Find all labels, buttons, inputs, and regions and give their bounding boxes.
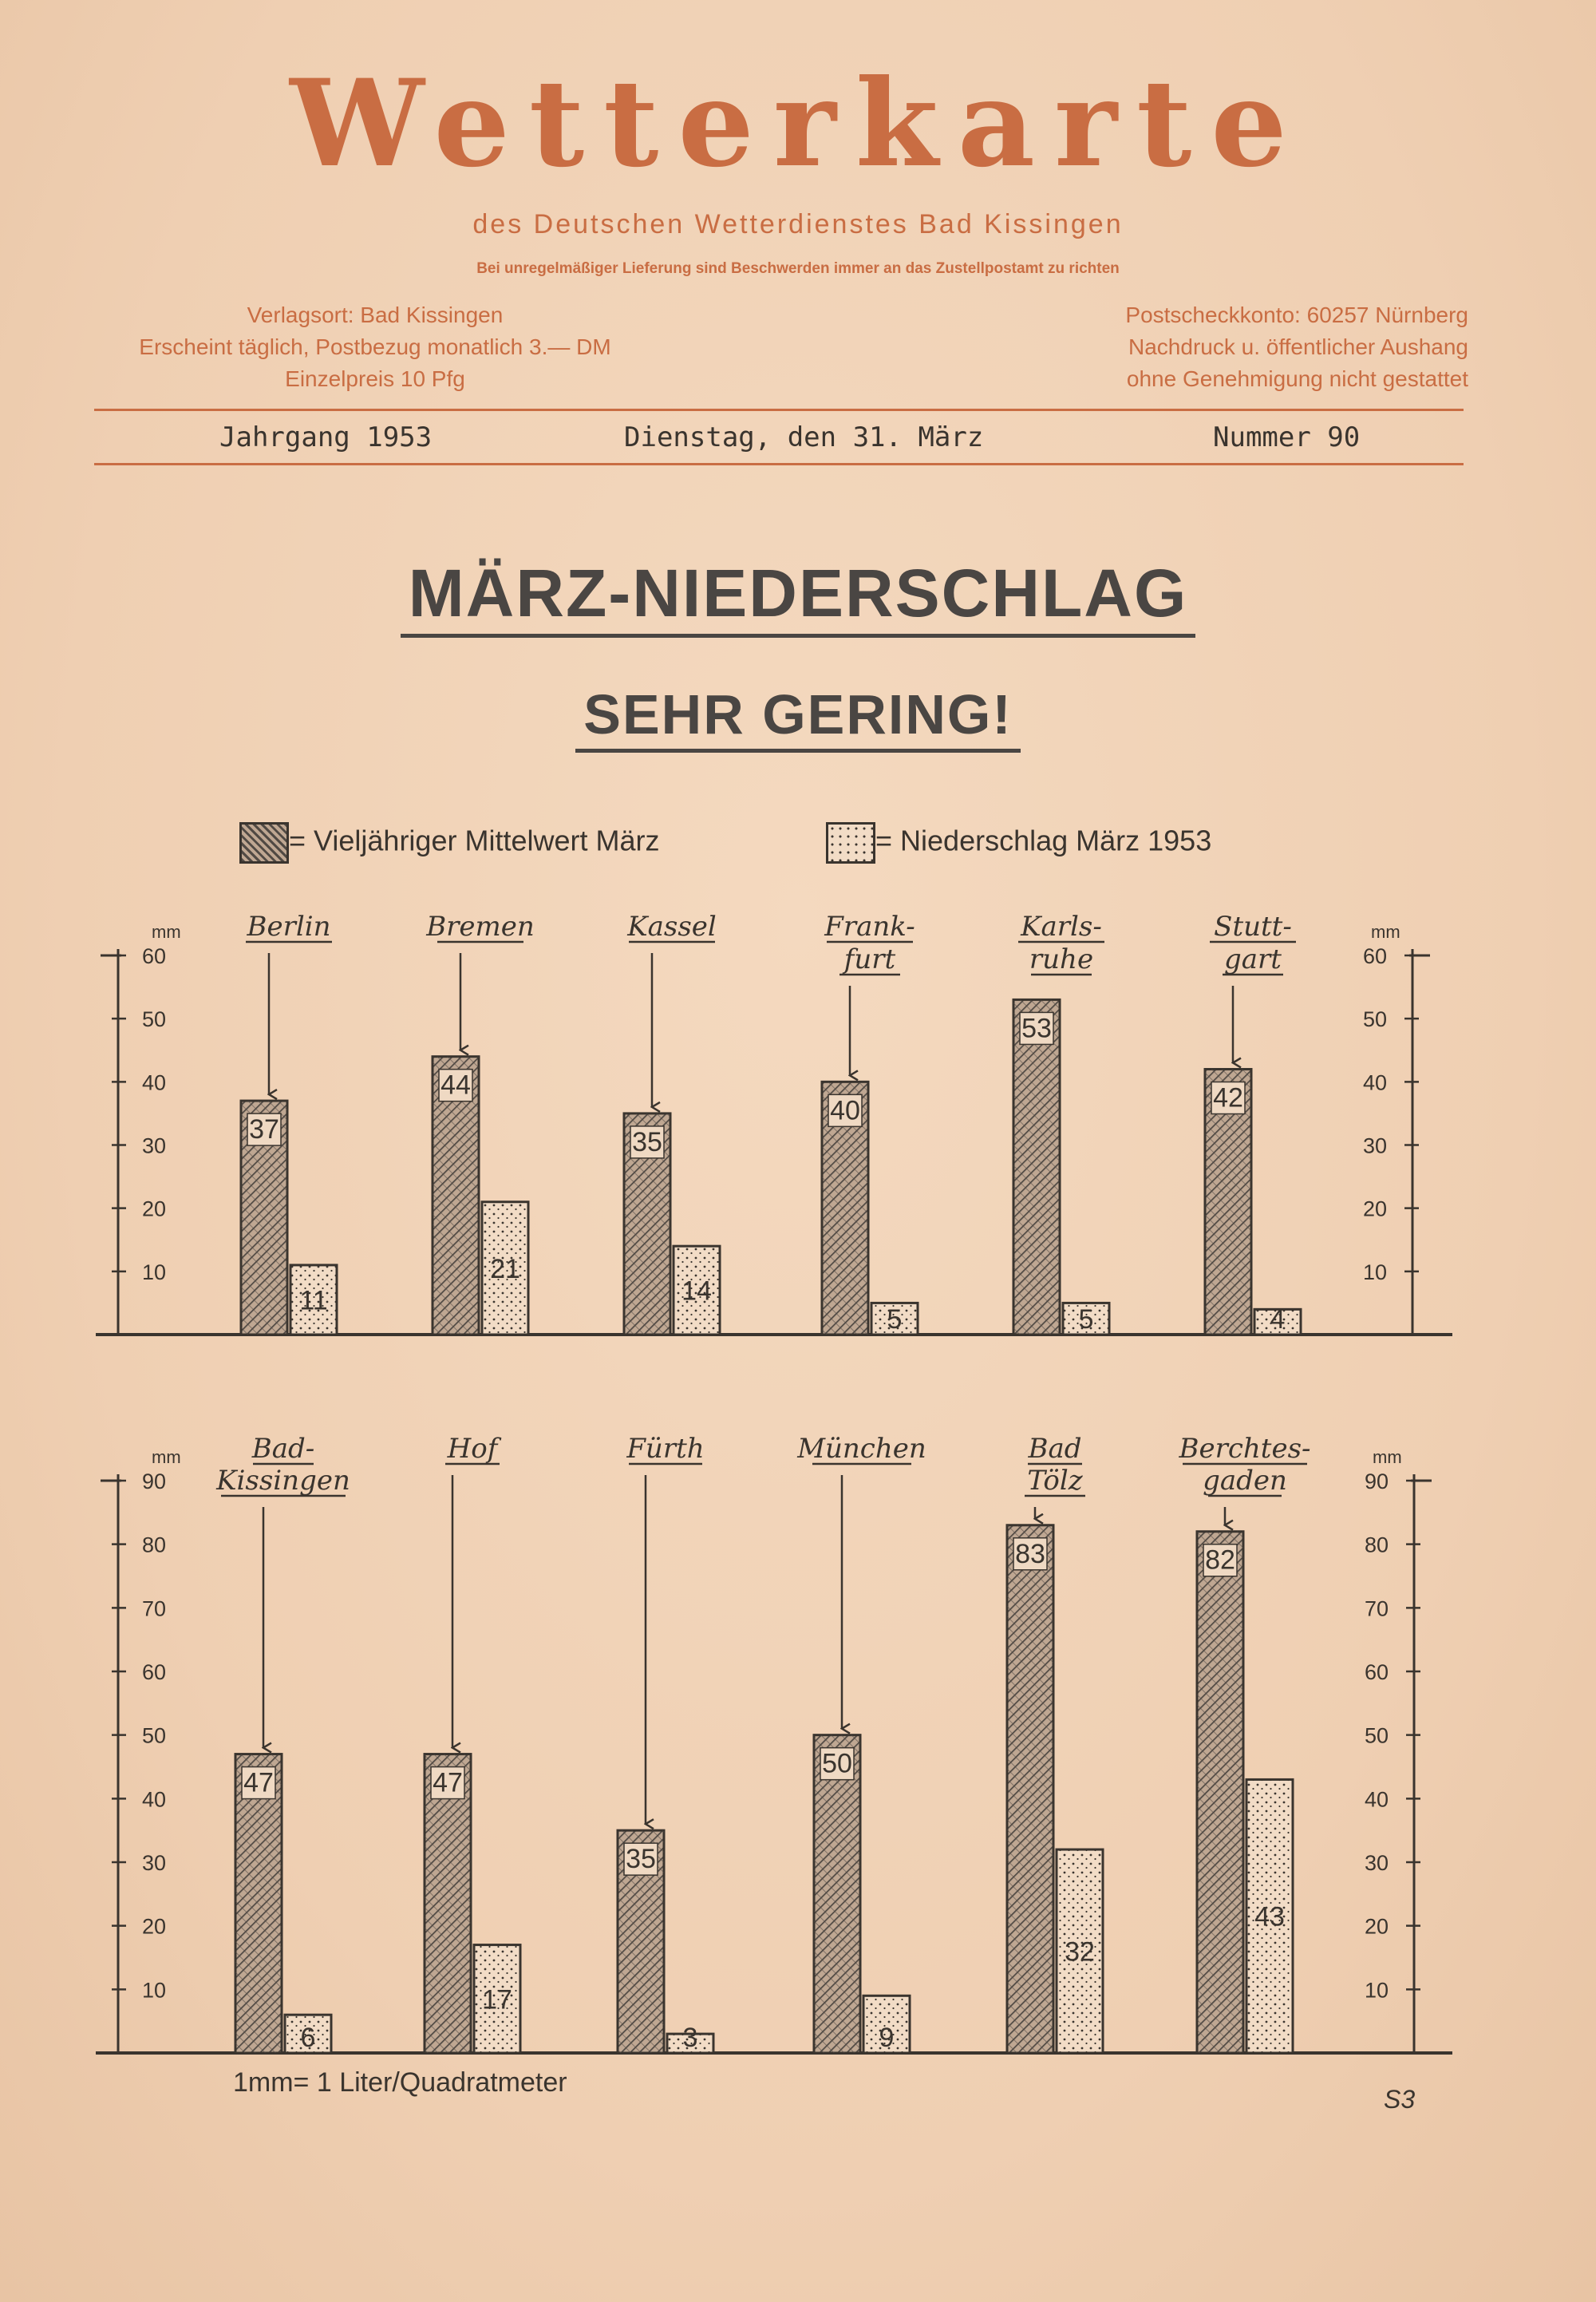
y-tick-label-right: 30	[1363, 1133, 1388, 1158]
bar-1953-value: 6	[300, 2023, 316, 2053]
y-tick-label-right: 40	[1365, 1787, 1389, 1812]
y-tick-label-right: 60	[1365, 1660, 1389, 1684]
city-label: Bad	[1028, 1433, 1082, 1465]
headline-text: SEHR GERING!	[575, 683, 1020, 753]
y-tick-label-left: 50	[142, 1723, 167, 1748]
y-tick-label-right: 20	[1363, 1196, 1388, 1221]
issue-number: Nummer 90	[1213, 421, 1361, 453]
city-label: Kissingen	[216, 1465, 350, 1497]
bar-mean-crosshatch	[1197, 1532, 1243, 2053]
bar-mean-value: 40	[830, 1095, 860, 1126]
bar-1953-value: 5	[887, 1304, 903, 1335]
city-label: gart	[1224, 943, 1282, 975]
y-tick-label-left: 50	[142, 1007, 167, 1032]
y-tick-label-left: 30	[142, 1133, 167, 1158]
issue-date: Dienstag, den 31. März	[624, 421, 984, 453]
city-label: Fürth	[626, 1433, 705, 1465]
city-label: Bremen	[426, 911, 535, 943]
y-tick-label-right: 10	[1363, 1260, 1388, 1284]
y-tick-label-right: 50	[1363, 1007, 1388, 1032]
y-tick-label-right: 50	[1365, 1723, 1389, 1748]
masthead-title: Wetterkarte	[290, 53, 1306, 194]
y-tick-label-right: 90	[1365, 1469, 1389, 1493]
city-label: München	[797, 1433, 926, 1465]
bar-mean-value: 42	[1213, 1082, 1243, 1113]
bar-1953-value: 17	[482, 1984, 512, 2015]
y-tick-label-right: 80	[1365, 1533, 1389, 1557]
y-unit-label-right: mm	[1373, 1447, 1402, 1467]
y-tick-label-left: 20	[142, 1196, 167, 1221]
bar-1953-value: 43	[1254, 1901, 1285, 1932]
y-unit-label-left: mm	[152, 1447, 181, 1467]
city-label: Tölz	[1027, 1465, 1083, 1497]
city-label: Hof	[447, 1433, 498, 1465]
bar-mean-value: 35	[632, 1126, 662, 1157]
publisher-line: Erscheint täglich, Postbezug monatlich 3.— DM	[139, 334, 611, 359]
masthead-subtitle: des Deutschen Wetterdienstes Bad Kissingen	[472, 209, 1124, 239]
bar-mean-value: 47	[433, 1767, 463, 1798]
delivery-notice: Bei unregelmäßiger Lieferung sind Beschwerden immer an das Zustellpostamt zu richten	[476, 260, 1120, 277]
y-unit-label-left: mm	[152, 922, 181, 942]
y-tick-label-right: 10	[1365, 1978, 1389, 2003]
city-label: Frank-	[824, 911, 915, 943]
bar-1953-value: 32	[1065, 1936, 1095, 1968]
issue-volume: Jahrgang 1953	[219, 421, 433, 453]
city-label: Stutt-	[1214, 911, 1292, 943]
legend-label-1953: = Niederschlag März 1953	[875, 824, 1212, 857]
city-label: Karls-	[1021, 911, 1102, 943]
bar-mean-value: 37	[249, 1114, 279, 1145]
y-tick-label-left: 40	[142, 1787, 167, 1812]
bar-1953-value: 21	[490, 1253, 520, 1284]
city-label: ruhe	[1029, 943, 1094, 975]
publisher-line: Einzelpreis 10 Pfg	[285, 366, 465, 391]
bar-mean-crosshatch	[1013, 999, 1060, 1335]
bar-mean-value: 44	[440, 1070, 471, 1101]
y-tick-label-right: 30	[1365, 1851, 1389, 1875]
bar-mean-value: 47	[243, 1767, 274, 1798]
y-tick-label-left: 10	[142, 1978, 167, 2003]
bar-mean-crosshatch	[1007, 1525, 1053, 2053]
y-tick-label-right: 60	[1363, 944, 1388, 968]
headline-text: MÄRZ-NIEDERSCHLAG	[401, 556, 1196, 638]
bar-mean-value: 50	[822, 1748, 852, 1779]
bar-mean-value: 82	[1205, 1545, 1235, 1576]
bar-1953-value: 14	[681, 1276, 712, 1307]
publisher-line: Verlagsort: Bad Kissingen	[247, 303, 504, 327]
publisher-line: ohne Genehmigung nicht gestattet	[1126, 366, 1468, 391]
bar-mean-value: 83	[1015, 1538, 1045, 1569]
city-label: Kassel	[627, 911, 717, 943]
y-tick-label-left: 20	[142, 1914, 167, 1939]
y-tick-label-left: 60	[142, 1660, 167, 1684]
publisher-line: Postscheckkonto: 60257 Nürnberg	[1125, 303, 1468, 327]
bar-1953-value: 4	[1270, 1304, 1286, 1335]
y-unit-label-right: mm	[1371, 922, 1400, 942]
bar-mean-value: 35	[626, 1844, 656, 1875]
bar-mean-value: 53	[1021, 1013, 1052, 1044]
y-tick-label-left: 90	[142, 1469, 167, 1493]
city-label: Berlin	[247, 911, 331, 943]
bar-mean-crosshatch	[814, 1735, 860, 2053]
city-label: Bad-	[251, 1433, 315, 1465]
publisher-line: Nachdruck u. öffentlicher Aushang	[1128, 334, 1468, 359]
y-tick-label-left: 80	[142, 1533, 167, 1557]
bar-1953-value: 9	[879, 2023, 895, 2053]
y-tick-label-left: 60	[142, 944, 167, 968]
y-tick-label-left: 30	[142, 1851, 167, 1875]
city-label: furt	[843, 943, 896, 975]
bar-1953-value: 11	[299, 1285, 328, 1316]
y-tick-label-left: 70	[142, 1596, 167, 1621]
y-tick-label-right: 40	[1363, 1070, 1388, 1095]
y-tick-label-left: 40	[142, 1070, 167, 1095]
bar-1953-value: 3	[682, 2023, 698, 2053]
city-label: gaden	[1203, 1465, 1287, 1497]
city-label: Berchtes-	[1179, 1433, 1311, 1465]
y-tick-label-right: 20	[1365, 1914, 1389, 1939]
y-tick-label-left: 10	[142, 1260, 167, 1284]
page-number: S3	[1384, 2085, 1416, 2114]
bar-1953-value: 5	[1078, 1304, 1094, 1335]
y-tick-label-right: 70	[1365, 1596, 1389, 1621]
legend-label-mean: = Vieljähriger Mittelwert März	[289, 824, 660, 857]
scale-footnote: 1mm= 1 Liter/Quadratmeter	[233, 2067, 567, 2098]
